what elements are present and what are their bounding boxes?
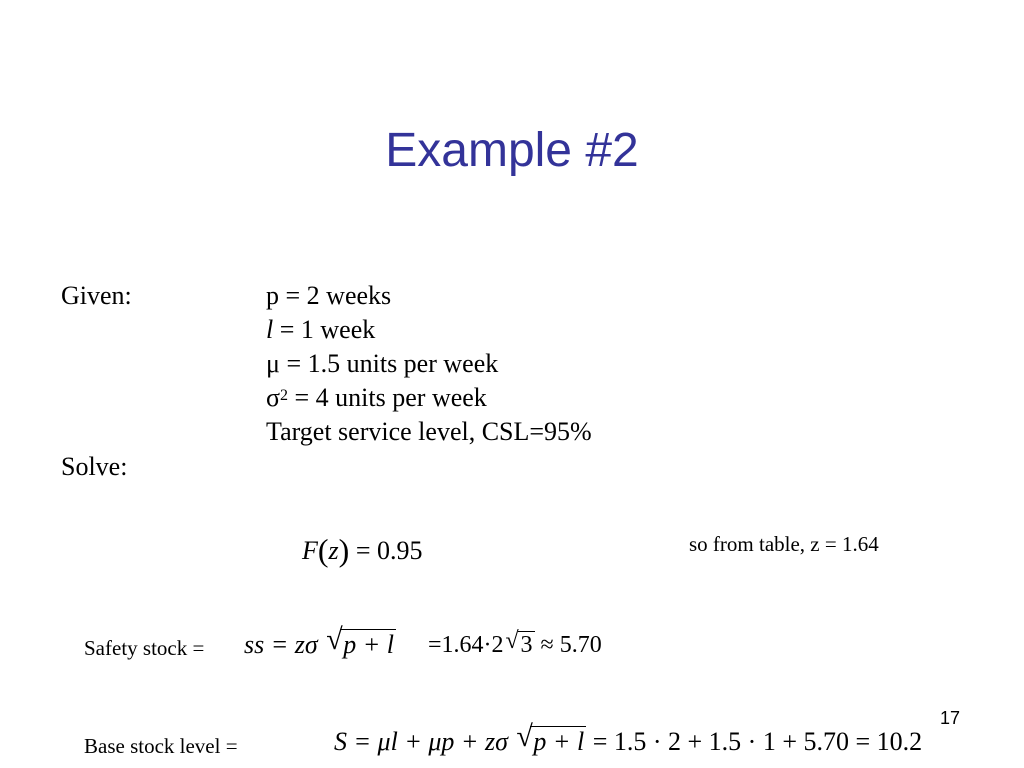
- solve-label: Solve:: [61, 452, 128, 481]
- given-service-level: [266, 415, 592, 449]
- given-mean-value: = 1.5 units per week: [279, 349, 499, 378]
- fz-equation: F(z) = 0.95: [302, 532, 423, 568]
- base-stock-formula: [334, 720, 923, 757]
- given-variance: [266, 381, 592, 415]
- safety-stock-result: [428, 628, 602, 659]
- given-label: Given:: [61, 281, 132, 310]
- base-stock-result: = 1.5 · 2 + 1.5 · 1 + 5.70 = 10.2: [592, 727, 923, 756]
- var-sigma-exponent: 2: [280, 387, 289, 404]
- var-l: l: [266, 315, 274, 344]
- safety-stock-formula-lhs: ss = zσ: [244, 630, 318, 659]
- given-leadtime: [266, 313, 592, 347]
- var-p: p: [266, 281, 279, 310]
- base-stock-radicand: p + l: [530, 726, 586, 757]
- given-list: [266, 279, 592, 449]
- table-note: so from table, z = 1.64: [689, 532, 879, 556]
- given-leadtime-value: = 1 week: [273, 315, 376, 344]
- given-variance-value: = 4 units per week: [288, 383, 487, 412]
- safety-stock-result-suffix: ≈ 5.70: [540, 632, 602, 658]
- fz-function: F: [302, 536, 318, 565]
- given-period-value: = 2 weeks: [279, 281, 392, 310]
- slide-title: Example #2: [385, 124, 639, 177]
- fz-argument: z: [328, 536, 339, 565]
- fz-value: = 0.95: [355, 536, 423, 565]
- page-number: 17: [940, 708, 961, 728]
- given-mean: [266, 347, 592, 381]
- given-service-level-text: Target service level, CSL=95%: [266, 417, 592, 446]
- sqrt-symbol: √ p + l: [326, 623, 395, 659]
- base-stock-formula-lhs: S = μl + μp + zσ: [334, 727, 508, 756]
- safety-stock-radicand: p + l: [340, 629, 396, 660]
- safety-stock-result-radicand: 3: [518, 631, 535, 659]
- base-stock-label: Base stock level =: [84, 734, 238, 758]
- given-period: [266, 279, 592, 313]
- sqrt-symbol: √ 3: [505, 628, 533, 658]
- sqrt-symbol: √ p + l: [516, 720, 585, 756]
- var-sigma: σ: [266, 383, 281, 412]
- var-mu: μ: [266, 349, 280, 378]
- safety-stock-formula: [244, 623, 396, 660]
- safety-stock-result-prefix: =1.64·2: [428, 632, 504, 658]
- safety-stock-label: Safety stock =: [84, 636, 205, 660]
